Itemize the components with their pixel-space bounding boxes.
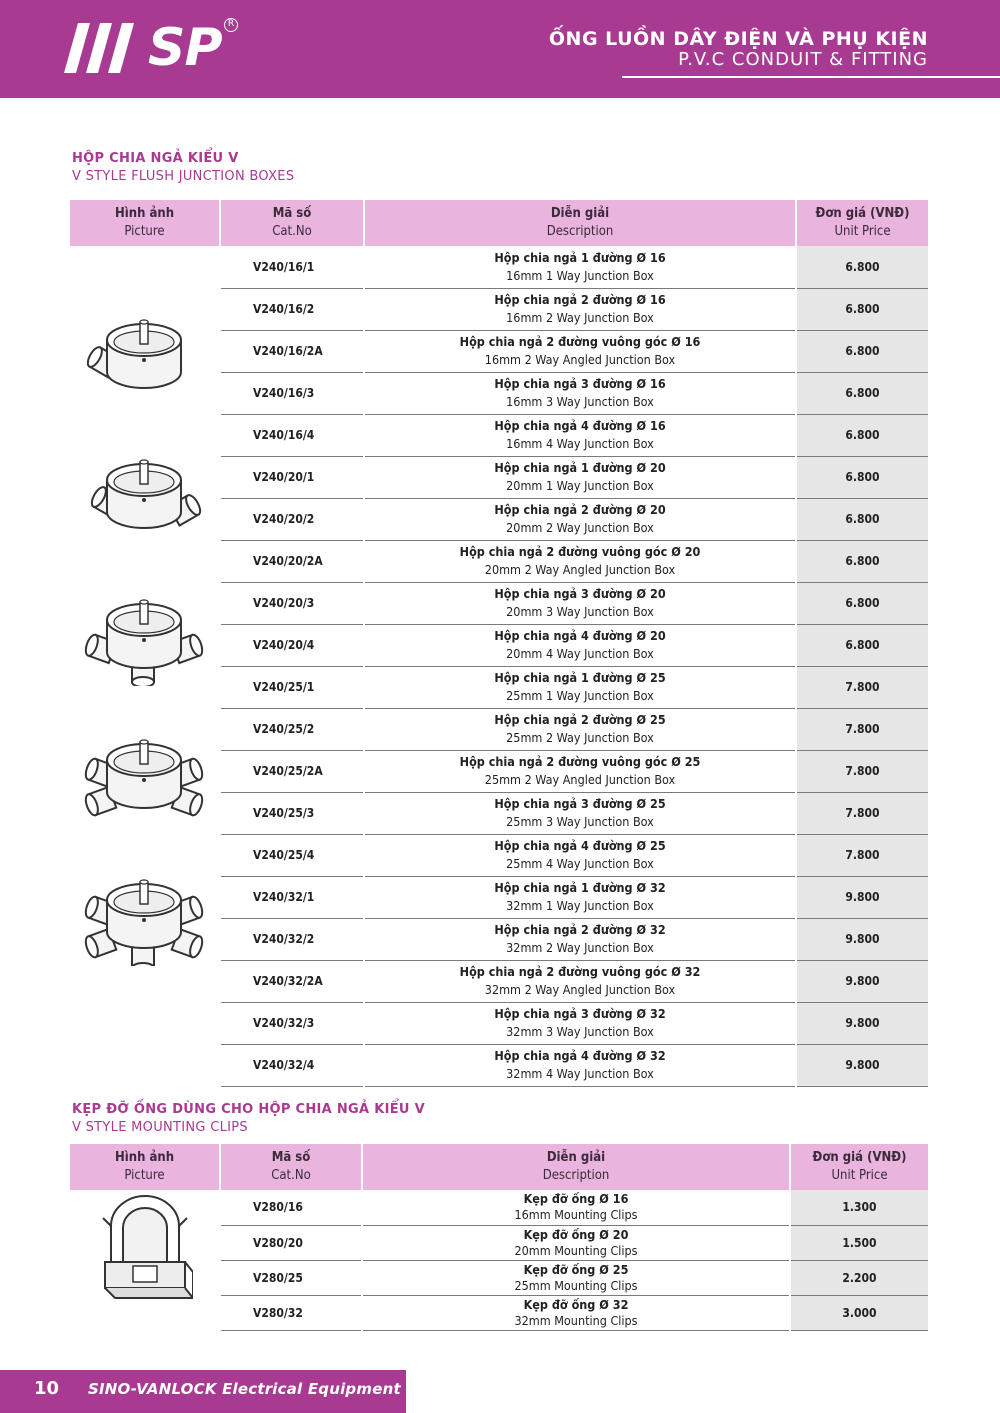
description-vn: Hộp chia ngả 4 đường Ø 32 — [494, 1048, 666, 1063]
cat-no-cell: V280/16 — [220, 1190, 362, 1225]
description-en: 16mm 2 Way Junction Box — [506, 310, 654, 325]
description-en: 20mm 2 Way Junction Box — [506, 520, 654, 535]
description-cell — [364, 750, 796, 792]
cat-no-cell: V240/16/4 — [220, 414, 364, 456]
cat-no-cell: V240/25/3 — [220, 792, 364, 834]
junction-box-4way-image — [83, 730, 207, 826]
description-en: 25mm 1 Way Junction Box — [506, 688, 654, 703]
picture-cell — [70, 246, 220, 1086]
unit-price-cell: 3.000 — [790, 1295, 928, 1330]
section1-title-vn: HỘP CHIA NGẢ KIỂU V — [72, 151, 239, 166]
description-cell — [364, 876, 796, 918]
description-vn: Hộp chia ngả 1 đường Ø 20 — [494, 460, 666, 475]
section2-title-en: V STYLE MOUNTING CLIPS — [72, 1120, 248, 1135]
page-number: 10 — [34, 1378, 60, 1399]
cat-no-cell: V240/25/2A — [220, 750, 364, 792]
cat-no-cell: V240/32/3 — [220, 1002, 364, 1044]
description-vn: Hộp chia ngả 2 đường Ø 25 — [494, 712, 666, 727]
cat-no-cell: V240/25/1 — [220, 666, 364, 708]
header-divider — [622, 76, 1000, 78]
cat-no-cell: V240/20/4 — [220, 624, 364, 666]
col-header-description: Diễn giải Description — [362, 1144, 790, 1190]
registered-icon: R — [224, 18, 238, 32]
description-en: 32mm Mounting Clips — [514, 1312, 638, 1328]
unit-price-cell: 6.800 — [796, 624, 928, 666]
junction-box-table — [70, 200, 928, 1087]
description-vn: Hộp chia ngả 1 đường Ø 16 — [494, 249, 666, 265]
header-title — [549, 28, 928, 70]
cat-no-cell: V240/32/2A — [220, 960, 364, 1002]
description-vn: Hộp chia ngả 3 đường Ø 20 — [494, 586, 666, 601]
unit-price-cell: 6.800 — [796, 372, 928, 414]
description-en: 16mm 2 Way Angled Junction Box — [484, 352, 676, 367]
table-header-row — [70, 1144, 928, 1190]
description-vn: Hộp chia ngả 3 đường Ø 16 — [494, 376, 666, 391]
unit-price-cell: 9.800 — [796, 1044, 928, 1086]
col-header-price: Đơn giá (VNĐ) Unit Price — [796, 200, 928, 246]
cat-no-cell: V240/16/3 — [220, 372, 364, 414]
mounting-clip-images — [70, 1194, 219, 1304]
description-en: 32mm 2 Way Angled Junction Box — [484, 982, 676, 997]
description-en: 25mm 4 Way Junction Box — [506, 856, 654, 871]
cat-no-cell: V240/16/2A — [220, 330, 364, 372]
description-en: 20mm Mounting Clips — [514, 1242, 638, 1258]
description-vn: Hộp chia ngả 1 đường Ø 25 — [494, 670, 666, 685]
description-en: 25mm 2 Way Angled Junction Box — [484, 772, 676, 787]
unit-price-cell: 6.800 — [796, 414, 928, 456]
description-cell — [362, 1260, 790, 1295]
section2-title-vn: KẸP ĐỠ ỐNG DÙNG CHO HỘP CHIA NGẢ KIỂU V — [72, 1102, 425, 1117]
unit-price-cell: 7.800 — [796, 666, 928, 708]
cat-no-cell: V240/32/1 — [220, 876, 364, 918]
mounting-clip-image — [97, 1194, 193, 1304]
cat-no-cell: V240/32/2 — [220, 918, 364, 960]
description-cell — [364, 456, 796, 498]
col-header-catno: Mã số Cat.No — [220, 1144, 362, 1190]
description-vn: Kẹp đỡ ống Ø 20 — [523, 1226, 629, 1242]
unit-price-cell: 6.800 — [796, 582, 928, 624]
description-vn: Hộp chia ngả 2 đường Ø 32 — [494, 922, 666, 937]
unit-price-cell: 6.800 — [796, 330, 928, 372]
cat-no-cell: V240/25/4 — [220, 834, 364, 876]
cat-no-cell: V240/20/1 — [220, 456, 364, 498]
unit-price-cell: 7.800 — [796, 834, 928, 876]
cat-no-cell: V240/25/2 — [220, 708, 364, 750]
description-en: 32mm 4 Way Junction Box — [506, 1066, 654, 1081]
junction-box-images — [70, 250, 219, 966]
description-en: 32mm 2 Way Junction Box — [506, 940, 654, 955]
cat-no-cell: V280/25 — [220, 1260, 362, 1295]
unit-price-cell: 7.800 — [796, 750, 928, 792]
footer-company: SINO-VANLOCK Electrical Equipment — [88, 1380, 401, 1398]
description-en: 16mm 4 Way Junction Box — [506, 436, 654, 451]
cat-no-cell: V280/20 — [220, 1225, 362, 1260]
unit-price-cell: 9.800 — [796, 960, 928, 1002]
description-en: 16mm Mounting Clips — [514, 1207, 638, 1223]
header-title-vn: ỐNG LUỒN DÂY ĐIỆN VÀ PHỤ KIỆN — [548, 28, 928, 50]
unit-price-cell: 1.300 — [790, 1190, 928, 1225]
description-en: 32mm 3 Way Junction Box — [506, 1024, 654, 1039]
description-en: 25mm 2 Way Junction Box — [506, 730, 654, 745]
logo-text: SP — [148, 18, 222, 78]
header-title-en: P.V.C CONDUIT & FITTING — [678, 49, 928, 70]
description-en: 16mm 1 Way Junction Box — [506, 267, 654, 283]
description-cell — [364, 582, 796, 624]
junction-box-3way-image — [83, 590, 207, 686]
table-header-row — [70, 200, 928, 246]
description-cell — [364, 288, 796, 330]
description-cell — [364, 666, 796, 708]
description-vn: Hộp chia ngả 4 đường Ø 25 — [494, 838, 666, 853]
description-vn: Hộp chia ngả 2 đường vuông góc Ø 32 — [459, 964, 701, 979]
description-en: 25mm 3 Way Junction Box — [506, 814, 654, 829]
description-vn: Kẹp đỡ ống Ø 16 — [523, 1191, 629, 1207]
description-cell — [364, 708, 796, 750]
unit-price-cell: 6.800 — [796, 246, 928, 288]
description-cell — [364, 960, 796, 1002]
unit-price-cell: 6.800 — [796, 456, 928, 498]
table-row — [70, 1190, 928, 1225]
description-en: 20mm 2 Way Angled Junction Box — [484, 562, 676, 577]
description-cell — [364, 540, 796, 582]
cat-no-cell: V240/16/1 — [220, 246, 364, 288]
description-vn: Hộp chia ngả 3 đường Ø 32 — [494, 1006, 666, 1021]
description-vn: Hộp chia ngả 2 đường Ø 16 — [494, 292, 666, 307]
unit-price-cell: 9.800 — [796, 1002, 928, 1044]
cat-no-cell: V240/16/2 — [220, 288, 364, 330]
section1-title-en: V STYLE FLUSH JUNCTION BOXES — [72, 169, 295, 184]
description-en: 32mm 1 Way Junction Box — [506, 898, 654, 913]
description-cell — [362, 1225, 790, 1260]
description-en: 20mm 3 Way Junction Box — [506, 604, 654, 619]
description-cell — [364, 1044, 796, 1086]
cat-no-cell: V240/20/2 — [220, 498, 364, 540]
unit-price-cell: 2.200 — [790, 1260, 928, 1295]
description-en: 25mm Mounting Clips — [514, 1277, 638, 1293]
unit-price-cell: 6.800 — [796, 288, 928, 330]
description-vn: Hộp chia ngả 2 đường Ø 20 — [494, 502, 666, 517]
description-en: 20mm 4 Way Junction Box — [506, 646, 654, 661]
picture-cell — [70, 1190, 220, 1330]
description-cell — [364, 624, 796, 666]
col-header-catno: Mã số Cat.No — [220, 200, 364, 246]
unit-price-cell: 7.800 — [796, 792, 928, 834]
section1-title — [72, 150, 294, 186]
junction-box-5way-image — [83, 870, 207, 966]
unit-price-cell: 6.800 — [796, 540, 928, 582]
description-cell — [362, 1295, 790, 1330]
description-vn: Hộp chia ngả 2 đường vuông góc Ø 20 — [459, 544, 701, 559]
brand-logo — [64, 18, 235, 78]
description-vn: Hộp chia ngả 1 đường Ø 32 — [494, 880, 666, 895]
description-cell — [364, 918, 796, 960]
unit-price-cell: 6.800 — [796, 498, 928, 540]
page-header — [0, 0, 1000, 98]
description-cell — [362, 1190, 790, 1225]
col-header-picture: Hình ảnh Picture — [70, 200, 220, 246]
unit-price-cell: 7.800 — [796, 708, 928, 750]
col-header-picture: Hình ảnh Picture — [70, 1144, 220, 1190]
description-cell — [364, 246, 796, 288]
description-en: 16mm 3 Way Junction Box — [506, 394, 654, 409]
junction-box-1way-image — [83, 310, 207, 406]
mounting-clip-table — [70, 1144, 928, 1331]
cat-no-cell: V240/20/3 — [220, 582, 364, 624]
cat-no-cell: V240/20/2A — [220, 540, 364, 582]
description-vn: Hộp chia ngả 4 đường Ø 20 — [494, 628, 666, 643]
description-cell — [364, 498, 796, 540]
description-cell — [364, 372, 796, 414]
table-row — [70, 246, 928, 288]
description-vn: Hộp chia ngả 2 đường vuông góc Ø 16 — [459, 334, 701, 349]
description-vn: Hộp chia ngả 3 đường Ø 25 — [494, 796, 666, 811]
description-cell — [364, 1002, 796, 1044]
col-header-price: Đơn giá (VNĐ) Unit Price — [790, 1144, 928, 1190]
unit-price-cell: 9.800 — [796, 918, 928, 960]
unit-price-cell: 1.500 — [790, 1225, 928, 1260]
description-vn: Hộp chia ngả 2 đường vuông góc Ø 25 — [459, 754, 701, 769]
description-vn: Kẹp đỡ ống Ø 32 — [523, 1296, 629, 1312]
description-cell — [364, 330, 796, 372]
cat-no-cell: V240/32/4 — [220, 1044, 364, 1086]
description-cell — [364, 792, 796, 834]
description-vn: Kẹp đỡ ống Ø 25 — [523, 1261, 629, 1277]
cat-no-cell: V280/32 — [220, 1295, 362, 1330]
description-vn: Hộp chia ngả 4 đường Ø 16 — [494, 418, 666, 433]
junction-box-2way-image — [83, 450, 207, 546]
description-en: 20mm 1 Way Junction Box — [506, 478, 654, 493]
logo-stripes-icon — [64, 23, 142, 73]
section2-title — [72, 1101, 425, 1137]
col-header-description: Diễn giải Description — [364, 200, 796, 246]
description-cell — [364, 834, 796, 876]
unit-price-cell: 9.800 — [796, 876, 928, 918]
description-cell — [364, 414, 796, 456]
